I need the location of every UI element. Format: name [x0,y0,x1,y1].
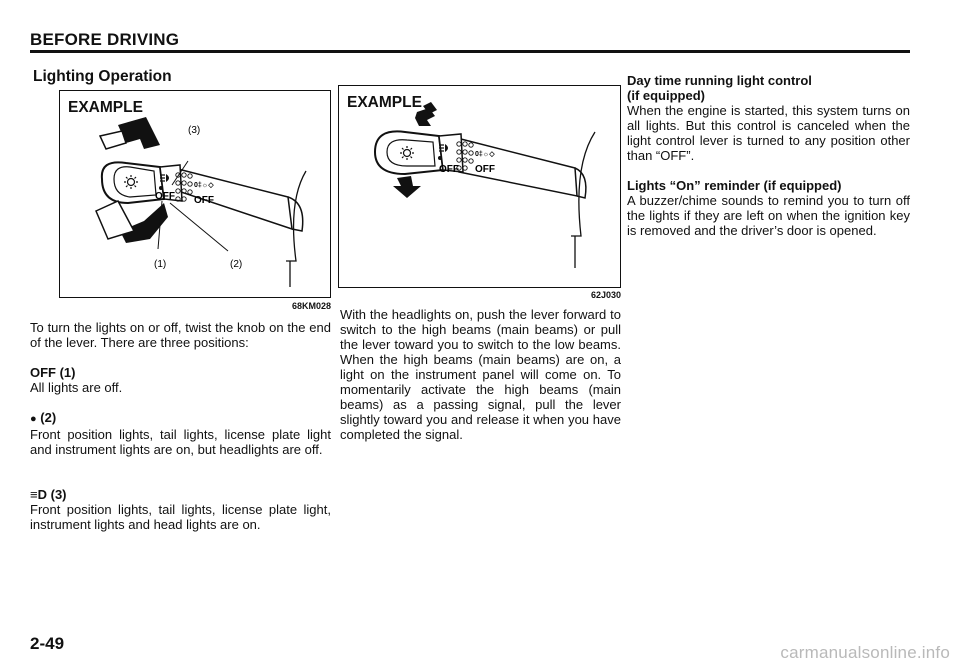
lever-off-label-middle: OFF [439,164,459,175]
header-rule [30,50,910,53]
column-3-text [627,73,910,238]
lever-illustration-middle [339,86,620,287]
reminder-heading: Lights “On” reminder (if equipped) [627,178,842,193]
position-dot-icon [159,186,163,190]
callout-3: (3) [188,125,201,136]
push-forward-arrow-icon [415,102,437,126]
off-position-text: All lights are off. [30,380,123,395]
lever-off-label-middle-2: OFF [475,164,495,175]
high-beam-paragraph: With the headlights on, push the lever forward to switch to the high beams (main beams) or pull the lever toward you to switch to the low beams. When the high beams (main beams) are on, a light on the instrument panel will come on. To momentarily activate the high beams (main beams) as a passing signal, pull the lever slightly toward you and release it when you have completed the signal. [340,307,621,442]
watermark: carmanualsonline.info [780,643,950,662]
figure-middle-code: 62J030 [590,290,621,300]
lever-off-label-left-2: OFF [194,195,214,206]
off-position-heading: OFF (1) [30,365,76,380]
drl-heading: Day time running light control [627,73,812,88]
drl-text: When the engine is started, this system turns on all lights. But this control is canceled when the light control lever is turned to any position other than “OFF”. [627,103,910,163]
pull-back-arrow-icon [393,176,421,198]
page-header: BEFORE DRIVING [30,30,180,49]
headlight-icon-text: ≡D [30,487,47,502]
column-2-text [340,307,621,442]
position-2-label: (2) [40,410,57,425]
svg-text:0‡☼◇: 0‡☼◇ [475,151,495,158]
callout-2: (2) [230,259,243,270]
figure-middle-title: EXAMPLE [347,94,422,111]
position-3-heading [30,487,331,502]
position-3-label: (3) [50,487,67,502]
figure-left-code: 68KM028 [291,301,331,311]
figure-middle [338,85,621,288]
position-2-heading [30,410,331,427]
drl-subheading: (if equipped) [627,88,705,103]
position-2-text: Front position lights, tail lights, license plate light and instrument lights are on, but headlights are off. [30,427,331,457]
position-3-text: Front position lights, tail lights, license plate light, instrument lights and head lights are on. [30,502,331,532]
figure-left [59,90,331,298]
reminder-text: A buzzer/chime sounds to remind you to turn off the lights if they are left on when the ignition key is removed and the driver’s door is opened. [627,193,910,238]
svg-text:0‡☼◇: 0‡☼◇ [194,182,214,189]
callout-1: (1) [154,259,167,270]
lever-illustration-left [60,91,330,297]
lever-off-label-left: OFF [155,191,175,202]
intro-paragraph: To turn the lights on or off, twist the knob on the end of the lever. There are three positions: [30,320,331,350]
figure-left-title: EXAMPLE [68,99,143,116]
section-title: Lighting Operation [33,68,172,85]
twist-back-arrow-icon [96,201,168,243]
position-dot-icon-text: ● [30,413,37,425]
twist-forward-arrow-icon [100,117,160,149]
column-1-text [30,320,331,532]
page-number: 2-49 [30,634,65,653]
